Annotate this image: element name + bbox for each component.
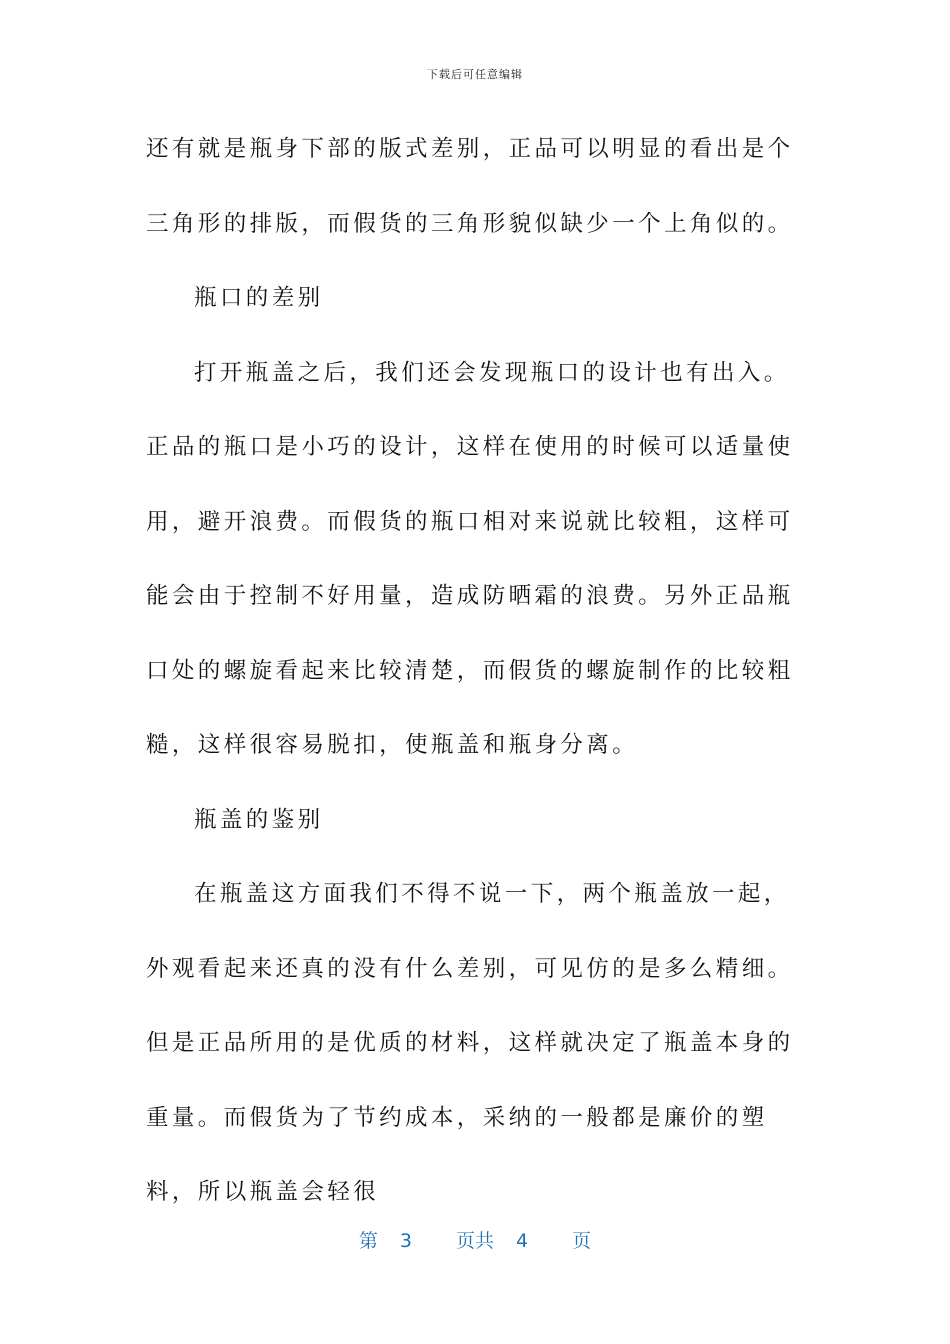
footer-middle: 页共 [455,1230,494,1252]
section-heading-bottle-cap: 瓶盖的鉴别 [194,806,324,833]
page-footer [0,1226,950,1253]
footer-prefix: 第 [358,1230,378,1252]
paragraph-1: 还有就是瓶身下部的版式差别，正品可以明显的看出是个三角形的排版，而假货的三角形貌似缺少一个上角似的。 [146,136,794,237]
footer-current-page: 3 [399,1230,412,1252]
footer-suffix: 页 [572,1230,592,1252]
document-body [146,112,796,1230]
section-heading-bottle-mouth: 瓶口的差别 [194,285,324,311]
paragraph-bottle-cap: 在瓶盖这方面我们不得不说一下，两个瓶盖放一起，外观看起来还真的没有什么差别，可见仿的是多么精细。但是正品所用的是优质的材料，这样就决定了瓶盖本身的重量。而假货为了节约成本，采纳的一般都是廉价的塑料，所以瓶盖会轻很 [146,881,794,1205]
footer-total-pages: 4 [516,1230,529,1252]
header-note: 下载后可任意编辑 [427,68,523,81]
paragraph-bottle-mouth: 打开瓶盖之后，我们还会发现瓶口的设计也有出入。正品的瓶口是小巧的设计，这样在使用的时候可以适量使用，避开浪费。而假货的瓶口相对来说就比较粗，这样可能会由于控制不好用量，造成防晒霜的浪费。另外正品瓶口处的螺旋看起来比较清楚，而假货的螺旋制作的比较粗糙，这样很容易脱扣，使瓶盖和瓶身分离。 [146,359,794,758]
